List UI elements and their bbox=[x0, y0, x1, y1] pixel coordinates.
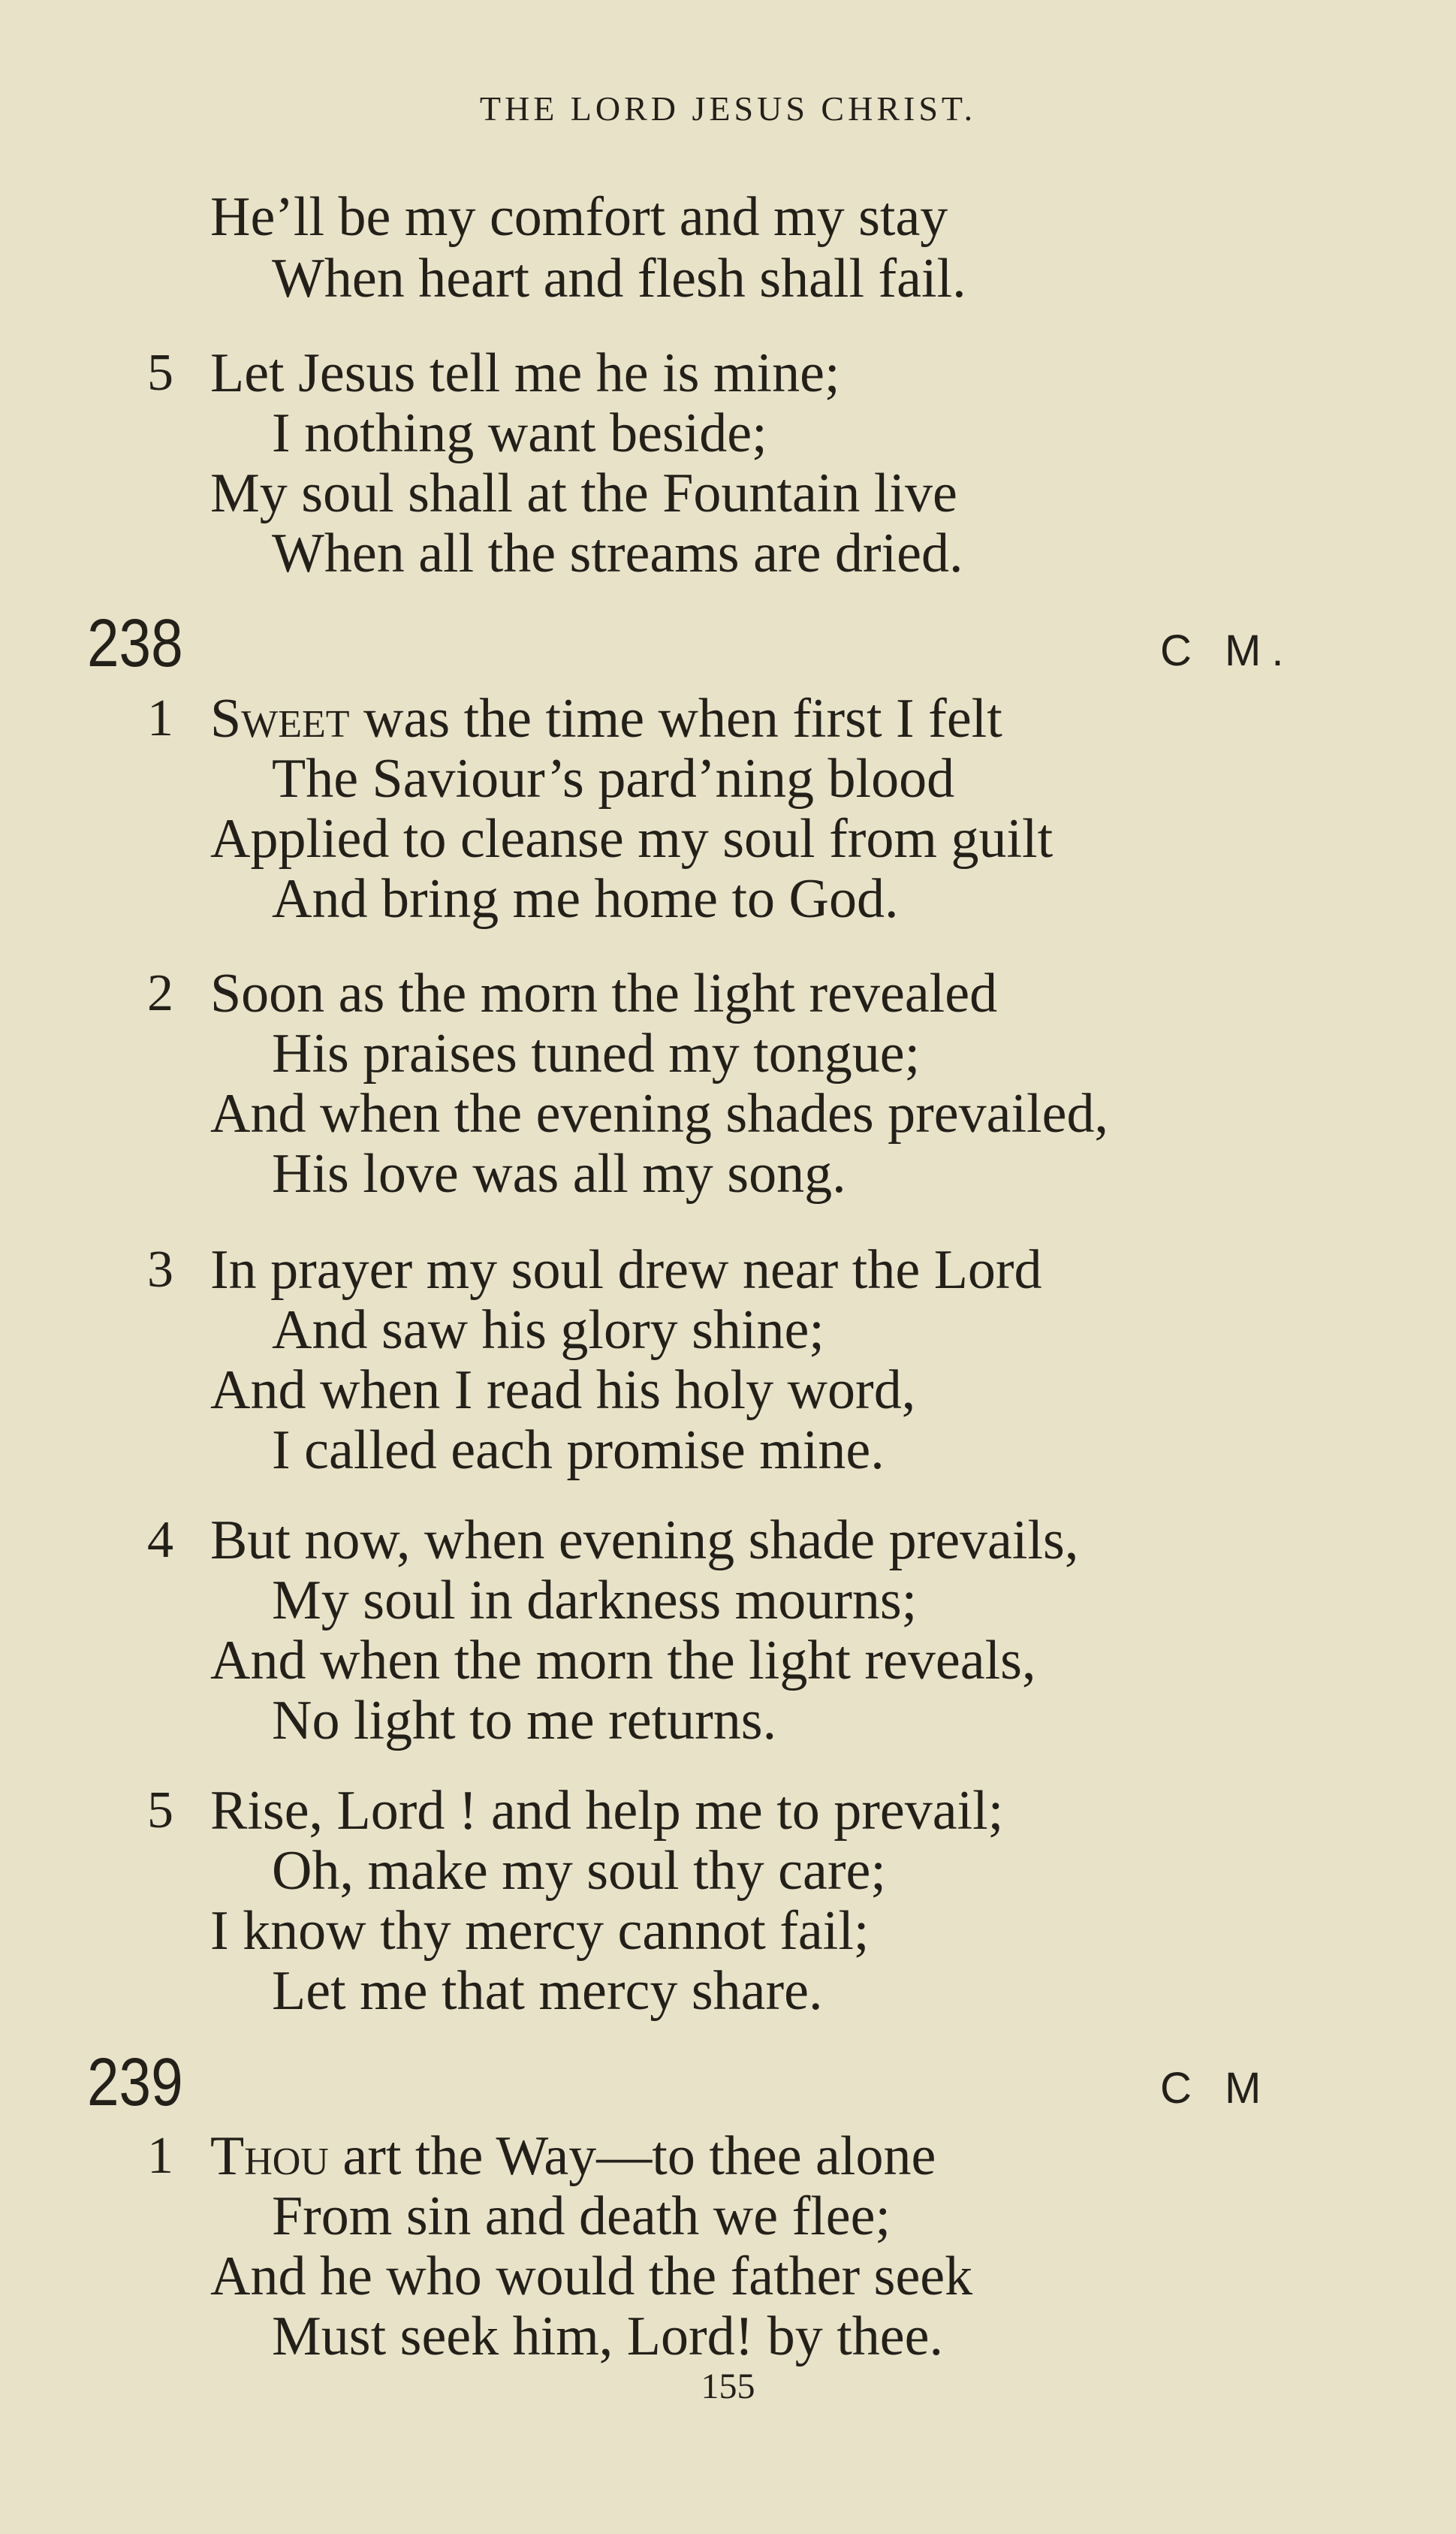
verse-line: Applied to cleanse my soul from guilt bbox=[210, 808, 1054, 870]
first-line-rest: was the time when first I felt bbox=[349, 688, 1002, 750]
verse-line: No light to me returns. bbox=[272, 1690, 777, 1751]
page-number: 155 bbox=[701, 2367, 755, 2406]
verse-line: He’ll be my comfort and my stay bbox=[210, 186, 948, 248]
verse-line: His praises tuned my tongue; bbox=[272, 1023, 921, 1084]
verse-line: I know thy mercy cannot fail; bbox=[210, 1900, 870, 1962]
verse-line: In prayer my soul drew near the Lord bbox=[210, 1239, 1042, 1301]
verse-number: 2 bbox=[147, 964, 173, 1022]
first-word: Sweet bbox=[210, 688, 350, 750]
hymn-number: 239 bbox=[87, 2045, 183, 2120]
verse-line: When heart and flesh shall fail. bbox=[272, 248, 966, 309]
verse-line: Rise, Lord ! and help me to prevail; bbox=[210, 1780, 1004, 1842]
hymn-number: 238 bbox=[87, 606, 183, 681]
verse-line: And when I read his holy word, bbox=[210, 1359, 916, 1421]
verse-line: Let Jesus tell me he is mine; bbox=[210, 342, 840, 404]
verse-line: My soul in darkness mourns; bbox=[272, 1570, 918, 1631]
verse-line: I nothing want beside; bbox=[272, 403, 767, 464]
verse-number: 1 bbox=[147, 2127, 173, 2185]
verse-number: 3 bbox=[147, 1241, 173, 1299]
verse-line: From sin and death we flee; bbox=[272, 2186, 891, 2247]
verse-line: Oh, make my soul thy care; bbox=[272, 1840, 886, 1902]
verse-line: The Saviour’s pard’ning blood bbox=[272, 748, 955, 810]
verse-number: 5 bbox=[147, 344, 173, 402]
verse-line bbox=[210, 688, 1002, 750]
verse-line: Soon as the morn the light revealed bbox=[210, 963, 998, 1024]
verse-line: My soul shall at the Fountain live bbox=[210, 463, 957, 524]
verse-line: But now, when evening shade prevails, bbox=[210, 1510, 1079, 1571]
verse-line: And when the morn the light reveals, bbox=[210, 1630, 1036, 1691]
verse-line: And when the evening shades prevailed, bbox=[210, 1083, 1108, 1145]
verse-line: When all the streams are dried. bbox=[272, 523, 963, 584]
verse-line bbox=[210, 2125, 936, 2187]
running-head: THE LORD JESUS CHRIST. bbox=[479, 89, 977, 128]
verse-number: 5 bbox=[147, 1781, 173, 1839]
verse-line: Let me that mercy share. bbox=[272, 1960, 823, 2022]
verse-line: And he who would the father seek bbox=[210, 2246, 973, 2307]
verse-number: 4 bbox=[147, 1511, 173, 1569]
verse-line: His love was all my song. bbox=[272, 1143, 846, 1205]
verse-line: Must seek him, Lord! by thee. bbox=[272, 2306, 943, 2367]
verse-line: And saw his glory shine; bbox=[272, 1299, 824, 1361]
verse-number: 1 bbox=[147, 689, 173, 747]
first-word: Thou bbox=[210, 2125, 329, 2187]
meter-label: C M bbox=[1160, 2064, 1272, 2113]
first-line-rest: art the Way—to thee alone bbox=[328, 2125, 936, 2187]
verse-line: I called each promise mine. bbox=[272, 1419, 885, 1481]
verse-line: And bring me home to God. bbox=[272, 868, 899, 930]
meter-label: C M. bbox=[1160, 626, 1295, 675]
